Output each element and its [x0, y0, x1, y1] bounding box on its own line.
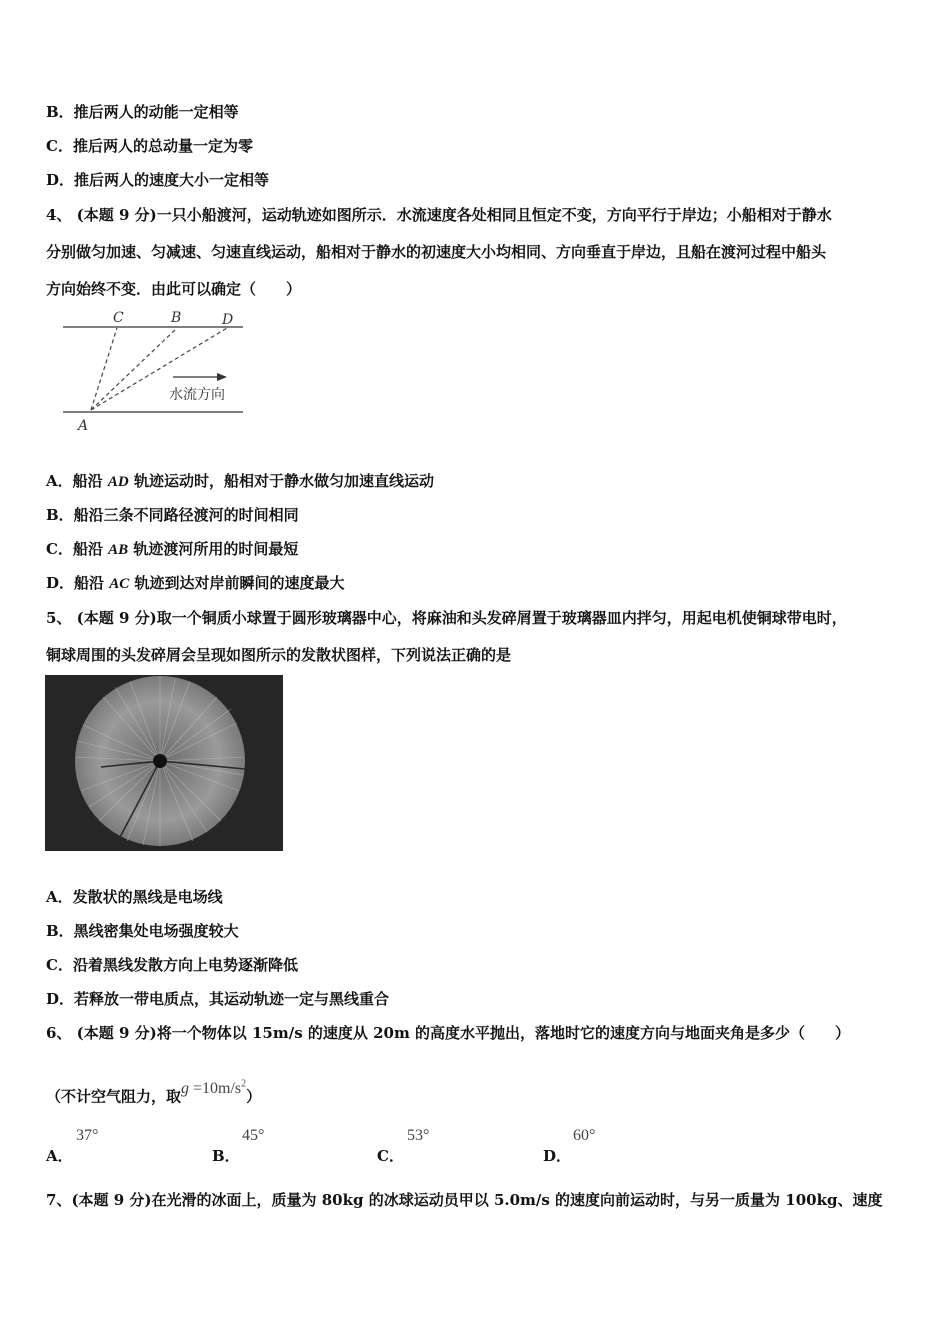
q4-option-a-pre: A．船沿	[46, 472, 108, 490]
g-value: =10m/s	[189, 1080, 242, 1098]
q3-option-b: B．推后两人的动能一定相等	[46, 103, 239, 121]
q6-choice-d-value: 60°	[573, 1127, 596, 1144]
q4-text-line1: 一只小船渡河，运动轨迹如图所示．水流速度各处相同且恒定不变，方向平行于岸边；小船相对于静水	[156, 206, 832, 224]
q5-score: (本题 9 分)	[76, 609, 157, 627]
q4-score: (本题 9 分)	[76, 206, 157, 224]
q5-option-c: C．沿着黑线发散方向上电势逐渐降低	[46, 956, 298, 974]
q5-number: 5、	[46, 609, 72, 627]
q5-option-b: B．黑线密集处电场强度较大	[46, 922, 239, 940]
q6-choice-b-label: B．	[212, 1147, 240, 1165]
q6-number: 6、	[46, 1024, 72, 1042]
q6-text-line2-post: ）	[246, 1087, 262, 1106]
river-crossing-diagram	[55, 305, 255, 440]
q6-choice-a-value: 37°	[76, 1127, 99, 1144]
q6-score: (本题 9 分)	[76, 1024, 157, 1042]
flow-arrow-icon	[217, 373, 227, 381]
q6-choice-a-label: A．	[46, 1147, 73, 1165]
q4-option-a	[46, 471, 434, 492]
g-exponent: 2	[241, 1079, 247, 1090]
q4-option-b	[46, 505, 299, 525]
label-c: C	[113, 310, 124, 326]
q7-stem-line1	[46, 1190, 882, 1210]
label-d: D	[222, 312, 234, 328]
q4-option-d-pre: D．船沿	[46, 574, 110, 592]
q5-stem-line1	[46, 608, 847, 628]
copper-ball	[153, 754, 167, 768]
q4-stem-line1	[46, 205, 832, 225]
q3-option-c: C．推后两人的总动量一定为零	[46, 137, 253, 155]
g-symbol: g	[181, 1080, 190, 1098]
q4-option-a-post: 轨迹运动时，船相对于静水做匀加速直线运动	[128, 472, 434, 490]
q7-number: 7、	[46, 1191, 72, 1209]
q4-option-d	[46, 573, 344, 594]
q4-option-d-var: AC	[109, 576, 130, 592]
flow-label: 水流方向	[169, 387, 225, 403]
q5-option-a: A．发散状的黑线是电场线	[46, 888, 223, 906]
gravity-formula	[181, 1080, 246, 1097]
q6-choice-c-label: C．	[377, 1147, 404, 1165]
q6-text-line2-pre: （不计空气阻力，取	[46, 1087, 182, 1106]
q7-text-line1: 在光滑的冰面上，质量为 80kg 的冰球运动员甲以 5.0m/s 的速度向前运动时，与另一质量为 100kg、速度	[151, 1191, 883, 1209]
q3-option-d: D．推后两人的速度大小一定相等	[46, 171, 270, 189]
label-b: B	[171, 310, 182, 326]
q5-stem-line2: 铜球周围的头发碎屑会呈现如图所示的发散状图样，下列说法正确的是	[46, 646, 512, 664]
q4-option-c-pre: C．船沿	[46, 540, 109, 558]
q4-stem-line3: 方向始终不变．由此可以确定（ ）	[46, 280, 302, 298]
q4-option-b-text: B．船沿三条不同路径渡河的时间相同	[46, 506, 299, 524]
q4-stem-line2: 分别做匀加速、匀减速、匀速直线运动，船相对于静水的初速度大小均相同、方向垂直于岸边，且船在渡河过程中船头	[46, 243, 827, 261]
q4-option-c	[46, 539, 298, 560]
q5-text-line1: 取一个铜质小球置于圆形玻璃器中心，将麻油和头发碎屑置于玻璃器皿内拌匀，用起电机使铜球带电时，	[156, 609, 847, 627]
q6-stem-line2	[46, 1079, 262, 1107]
q4-option-a-var: AD	[107, 474, 129, 490]
q4-option-c-post: 轨迹渡河所用的时间最短	[128, 540, 299, 558]
hair-field-photo	[45, 675, 285, 853]
q4-number: 4、	[46, 206, 72, 224]
q6-choice-d-label: D．	[543, 1147, 572, 1165]
q4-option-c-var: AB	[108, 542, 129, 558]
q7-score: (本题 9 分)	[71, 1191, 152, 1209]
q6-choice-b-value: 45°	[242, 1127, 265, 1144]
q6-text-line1: 将一个物体以 15m/s 的速度从 20m 的高度水平抛出，落地时它的速度方向与地面夹角是多少（ ）	[156, 1024, 851, 1042]
q6-choice-c-value: 53°	[407, 1127, 430, 1144]
q6-stem-line1	[46, 1023, 850, 1043]
label-a: A	[78, 418, 89, 434]
q4-option-d-post: 轨迹到达对岸前瞬间的速度最大	[129, 574, 345, 592]
q5-option-d: D．若释放一带电质点，其运动轨迹一定与黑线重合	[46, 990, 390, 1008]
